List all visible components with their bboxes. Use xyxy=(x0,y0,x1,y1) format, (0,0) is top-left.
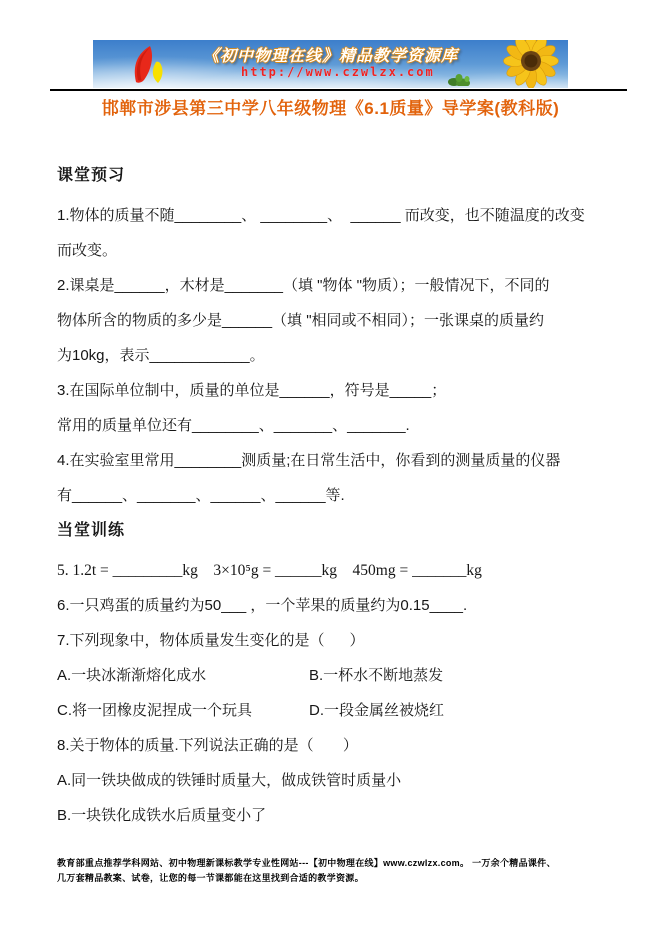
banner-site-url: http://www.czwlzx.com xyxy=(241,65,435,79)
question-4-line-1: 4.在实验室里常用________测质量;在日常生活中，你看到的测量质量的仪器 xyxy=(57,452,561,469)
footer-line-2: 几万套精品教案、试卷，让您的每一节课都能在这里找到合适的教学资源。 xyxy=(57,873,364,883)
page-title-suffix: 》导学案(教科版) xyxy=(424,99,560,118)
header-divider xyxy=(50,89,627,91)
question-2-line-1: 2.课桌是______，木材是_______（填 "物体 "物质）；一般情况下，不同的 xyxy=(57,277,550,294)
banner-site-title: 《初中物理在线》精品教学资源库 xyxy=(203,48,459,65)
question-3-line-1: 3.在国际单位制中，质量的单位是______，符号是_____； xyxy=(57,382,447,399)
page-title xyxy=(0,94,661,119)
question-7-options-ab xyxy=(57,658,609,693)
question-7-option-d: D.一段金属丝被烧红 xyxy=(309,702,445,719)
question-4-line-2: 有______、_______、______、______等. xyxy=(57,487,345,504)
question-6: 6.一只鸡蛋的质量约为50___ ，一个苹果的质量约为0.15____. xyxy=(57,597,468,614)
question-8: 8.关于物体的质量.下列说法正确的是（ ） xyxy=(57,737,358,754)
question-7-option-b: B.一杯水不断地蒸发 xyxy=(309,667,444,684)
page-title-prefix: 邯郸市涉县第三中学八年级物理《 xyxy=(101,99,365,118)
question-7-options-cd xyxy=(57,693,609,728)
site-banner xyxy=(93,40,568,88)
page-footer xyxy=(57,856,615,886)
question-5: 5. 1.2t = _________kg 3×10⁵g = ______kg 450mg = _______kg xyxy=(57,562,482,579)
question-7-option-a: A.一块冰渐渐熔化成水 xyxy=(57,667,207,684)
question-3-line-2: 常用的质量单位还有________、_______、_______. xyxy=(57,417,410,434)
sunflower-icon xyxy=(500,40,562,88)
plant-icon xyxy=(447,70,473,88)
question-8-option-a: A.同一铁块做成的铁锤时质量大，做成铁管时质量小 xyxy=(57,772,402,789)
footer-line-1: 教育部重点推荐学科网站、初中物理新课标教学专业性网站---【初中物理在线】www.czwlzx.com。 一万余个精品课件、 xyxy=(57,858,556,868)
question-2-line-2: 物体所含的物质的多少是______（填 "相同或不相同）；一张课桌的质量约 xyxy=(57,312,545,329)
worksheet-body xyxy=(57,158,609,833)
section-heading-training: 当堂训练 xyxy=(57,522,126,539)
question-7-option-c: C.将一团橡皮泥捏成一个玩具 xyxy=(57,702,253,719)
question-7: 7.下列现象中，物体质量发生变化的是（ ） xyxy=(57,632,365,649)
question-8-option-b: B.一块铁化成铁水后质量变小了 xyxy=(57,807,267,824)
section-heading-preview: 课堂预习 xyxy=(57,167,126,184)
question-2-line-3: 为10kg，表示____________。 xyxy=(57,347,265,364)
question-1-line-2: 而改变。 xyxy=(57,242,118,259)
question-1-line-1: 1.物体的质量不随________、 ________、 ______ 而改变，也不随温度的改变 xyxy=(57,207,585,224)
page-title-lesson: 6.1质量 xyxy=(364,99,425,118)
czwlzx-logo-icon xyxy=(125,45,177,88)
